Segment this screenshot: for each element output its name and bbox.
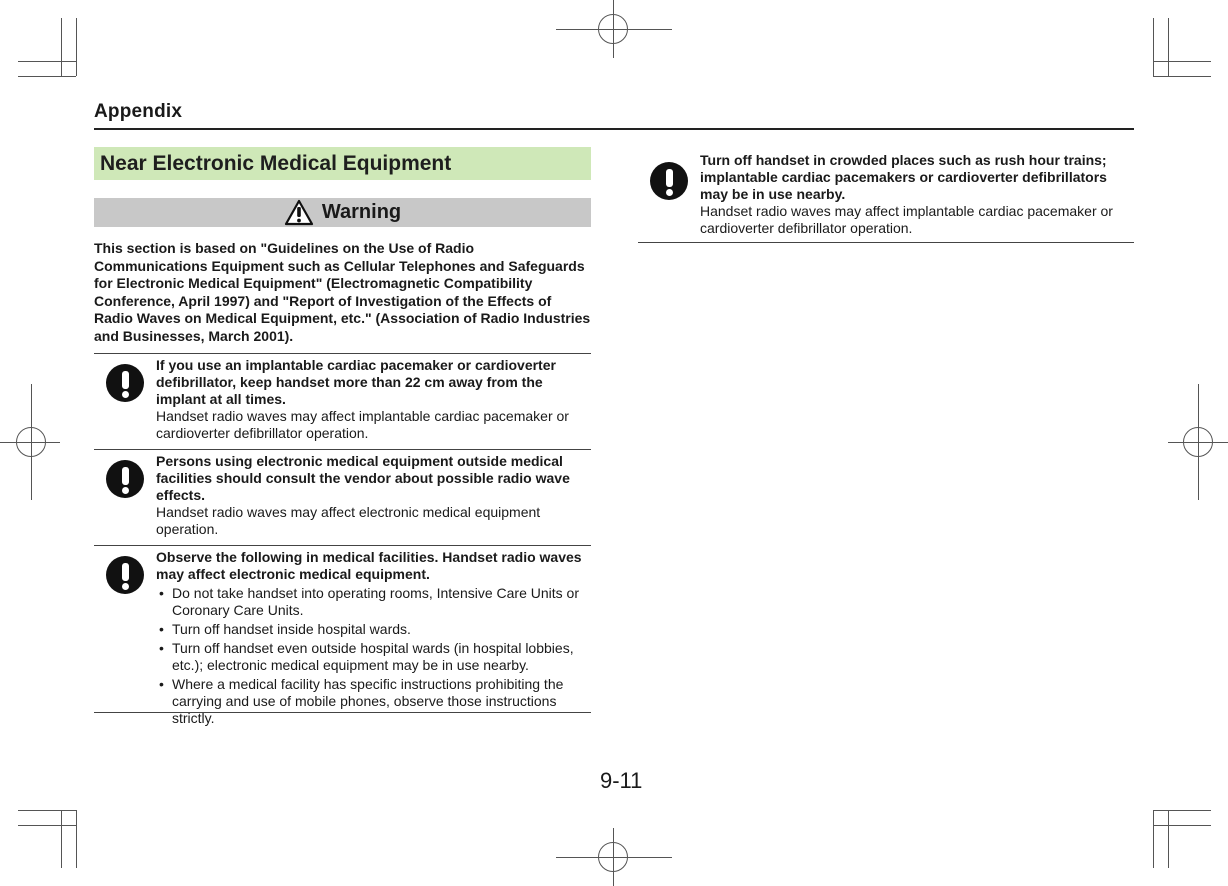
header-rule <box>94 128 1134 130</box>
exclamation-circle-icon <box>106 364 144 402</box>
warning-banner <box>94 198 591 227</box>
warning-item <box>94 449 591 545</box>
page-number: 9-11 <box>600 768 643 793</box>
item-heading: Turn off handset in crowded places such as rush hour trains; implantable cardiac pacemakers or cardioverter defibrillators may be in use nearby. <box>700 152 1107 202</box>
intro-paragraph: This section is based on "Guidelines on the Use of Radio Communications Equipment such as Cellular Telephones and Safeguards for Electronic Medical Equipment" (Electromagnetic Compatibility Conference, April 1997) and "Report of Investigation of the Effects of Radio Waves on Medical Equipment, etc." (Association of Radio Industries and Businesses, March 2001). <box>94 240 591 344</box>
warning-triangle-icon <box>284 199 314 226</box>
warning-item <box>94 353 591 449</box>
item-description: Handset radio waves may affect implantable cardiac pacemaker or cardioverter defibrillator operation. <box>156 408 569 441</box>
item-heading: Persons using electronic medical equipment outside medical facilities should consult the vendor about possible radio wave effects. <box>156 453 570 503</box>
section-title: Near Electronic Medical Equipment <box>94 147 591 180</box>
instruction-list <box>156 585 591 727</box>
list-item: • Do not take handset into operating rooms, Intensive Care Units or Coronary Care Units. <box>156 585 591 619</box>
item-heading: Observe the following in medical facilities. Handset radio waves may affect electronic medical equipment. <box>156 549 582 582</box>
exclamation-circle-icon <box>650 162 688 200</box>
warning-item <box>94 545 591 726</box>
page-header-title: Appendix <box>94 101 183 122</box>
item-description: Handset radio waves may affect electronic medical equipment operation. <box>156 504 541 537</box>
exclamation-circle-icon <box>106 556 144 594</box>
warning-item <box>638 147 1134 243</box>
exclamation-circle-icon <box>106 460 144 498</box>
warning-label: Warning <box>321 201 402 223</box>
list-item: • Turn off handset inside hospital wards. <box>156 621 591 638</box>
list-item: • Turn off handset even outside hospital wards (in hospital lobbies, etc.); electronic medical equipment may be in use nearby. <box>156 640 591 674</box>
item-heading: If you use an implantable cardiac pacemaker or cardioverter defibrillator, keep handset more than 22 cm away from the implant at all times. <box>156 357 556 407</box>
item-description: Handset radio waves may affect implantable cardiac pacemaker or cardioverter defibrillator operation. <box>700 203 1113 236</box>
list-item: • Where a medical facility has specific instructions prohibiting the carrying and use of mobile phones, observe those instructions strictly. <box>156 676 591 727</box>
